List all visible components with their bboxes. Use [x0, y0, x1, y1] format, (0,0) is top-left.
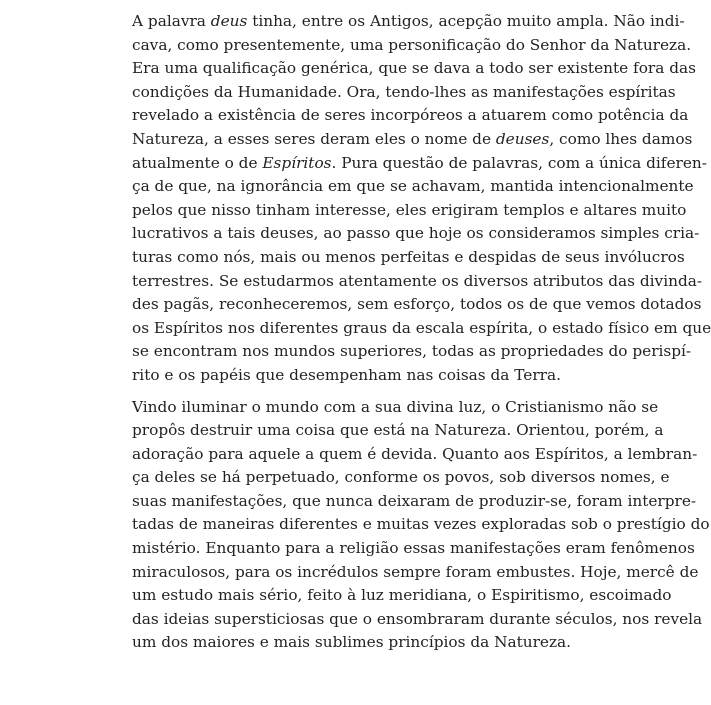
text-segment: se encontram nos mundos superiores, todas as propriedades do perispí- — [132, 342, 692, 361]
text-line — [132, 364, 632, 388]
text-segment: terrestres. Se estudarmos atentamente os diversos atributos das divinda- — [132, 271, 703, 290]
text-line — [132, 396, 659, 420]
text-line — [132, 443, 698, 467]
text-segment: ça de que, na ignorância em que se achavam, mantida intencionalmente — [132, 177, 694, 196]
paragraph — [132, 396, 710, 656]
text-line — [132, 608, 703, 632]
text-segment: os Espíritos nos diferentes graus da escala espírita, o estado físico em que — [132, 318, 711, 337]
italic-term: deuses — [495, 129, 550, 148]
text-segment: Era uma qualificação genérica, que se dava a todo ser existente fora das — [132, 59, 696, 78]
text-segment: A palavra — [132, 12, 211, 30]
text-segment: pelos que nisso tinham interesse, eles erigiram templos e altares muito — [132, 200, 687, 219]
italic-term: Espíritos — [262, 153, 332, 172]
text-line — [132, 128, 693, 152]
text-line — [132, 104, 689, 128]
text-segment: cava, como presentemente, uma personificação do Senhor da Natureza. — [132, 35, 692, 54]
text-segment: um estudo mais sério, feito à luz meridiana, o Espiritismo, escoimado — [132, 586, 672, 605]
text-segment: mistério. Enquanto para a religião essas manifestações eram fenômenos — [132, 539, 695, 558]
text-segment: turas como nós, mais ou menos perfeitas e despidas de seus invólucros — [132, 247, 685, 266]
text-segment: revelado a existência de seres incorpóreos a atuarem como potência da — [132, 106, 689, 125]
text-line — [132, 57, 696, 81]
paragraph-gap — [132, 388, 632, 396]
text-line — [132, 81, 676, 105]
text-segment: . Pura questão de palavras, com a única diferen- — [331, 153, 707, 172]
italic-term: deus — [210, 12, 248, 30]
text-segment: lucrativos a tais deuses, ao passo que hoje os consideramos simples cria- — [132, 224, 700, 243]
text-segment: ça deles se há perpetuado, conforme os povos, sob diversos nomes, e — [132, 468, 670, 487]
paragraph — [132, 10, 711, 388]
text-segment: das ideias supersticiosas que o ensombraram durante séculos, nos revela — [132, 609, 703, 628]
text-segment: propôs destruir uma coisa que está na Natureza. Orientou, porém, a — [132, 421, 664, 440]
text-line — [132, 246, 685, 270]
text-line — [132, 513, 710, 537]
text-segment: um dos maiores e mais sublimes princípios da Natureza. — [132, 633, 572, 652]
text-line — [132, 584, 672, 608]
document-page — [132, 10, 711, 655]
text-segment: tadas de maneiras diferentes e muitas vezes exploradas sob o prestígio do — [132, 515, 710, 534]
text-line — [132, 419, 664, 443]
text-segment: suas manifestações, que nunca deixaram de produzir-se, foram interpre- — [132, 491, 697, 510]
text-segment: des pagãs, reconheceremos, sem esforço, todos os de que vemos dotados — [132, 295, 702, 314]
text-line — [132, 270, 703, 294]
text-segment: Vindo iluminar o mundo com a sua divina luz, o Cristianismo não se — [132, 397, 659, 416]
text-body — [132, 10, 711, 655]
text-line — [132, 537, 695, 561]
text-line — [132, 317, 711, 341]
text-line — [132, 175, 694, 199]
text-line — [132, 293, 702, 317]
text-segment: tinha, entre os Antigos, acepção muito ampla. Não indi- — [247, 12, 685, 30]
text-segment: rito e os papéis que desempenham nas coisas da Terra. — [132, 365, 561, 384]
text-line — [132, 340, 692, 364]
text-line — [132, 34, 692, 58]
text-segment: adoração para aquele a quem é devida. Quanto aos Espíritos, a lembran- — [132, 444, 698, 463]
text-line — [132, 199, 687, 223]
text-segment: condições da Humanidade. Ora, tendo-lhes as manifestações espíritas — [132, 82, 676, 101]
text-segment: , como lhes damos — [549, 129, 693, 148]
text-line — [132, 466, 670, 490]
text-segment: atualmente o de — [132, 153, 263, 172]
text-line — [132, 222, 700, 246]
text-line — [132, 631, 632, 655]
text-line — [132, 10, 685, 34]
text-line — [132, 152, 707, 176]
text-segment: miraculosos, para os incrédulos sempre foram embustes. Hoje, mercê de — [132, 562, 699, 581]
text-segment: Natureza, a esses seres deram eles o nome de — [132, 129, 496, 148]
text-line — [132, 561, 699, 585]
text-line — [132, 490, 697, 514]
